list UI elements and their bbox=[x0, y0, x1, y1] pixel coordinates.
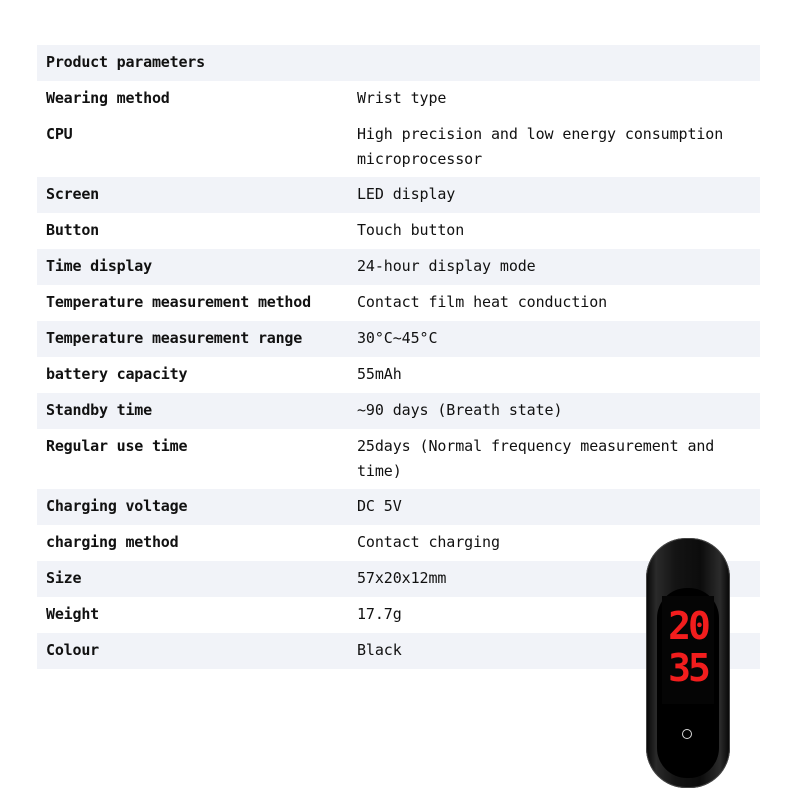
table-row bbox=[37, 213, 760, 249]
display-hours: 20 bbox=[668, 604, 708, 648]
table-row bbox=[37, 429, 760, 489]
row-value: 55mAh bbox=[357, 365, 402, 383]
row-value: 17.7g bbox=[357, 605, 402, 623]
row-label: CPU bbox=[46, 125, 73, 143]
table-row bbox=[37, 249, 760, 285]
row-label: Size bbox=[46, 569, 82, 587]
table-row bbox=[37, 357, 760, 393]
row-value: Wrist type bbox=[357, 89, 447, 107]
table-row bbox=[37, 393, 760, 429]
smart-band-image bbox=[640, 538, 736, 788]
table-row bbox=[37, 81, 760, 117]
row-value: LED display bbox=[357, 185, 456, 203]
table-row bbox=[37, 321, 760, 357]
row-value: 25days (Normal frequency measurement and time) bbox=[357, 437, 715, 480]
row-label: Temperature measurement range bbox=[46, 329, 303, 347]
led-screen bbox=[662, 596, 714, 704]
table-row bbox=[37, 285, 760, 321]
row-value: High precision and low energy consumption microprocessor bbox=[357, 125, 724, 168]
row-label: Wearing method bbox=[46, 89, 170, 107]
row-value: Contact film heat conduction bbox=[357, 293, 608, 311]
touch-button-icon bbox=[682, 729, 692, 739]
row-label: charging method bbox=[46, 533, 179, 551]
row-value: DC 5V bbox=[357, 497, 402, 515]
row-value: 24-hour display mode bbox=[357, 257, 536, 275]
table-row bbox=[37, 489, 760, 525]
row-label: battery capacity bbox=[46, 365, 188, 383]
table-title: Product parameters bbox=[46, 53, 205, 71]
row-label: Charging voltage bbox=[46, 497, 188, 515]
row-value: Black bbox=[357, 641, 402, 659]
display-minutes: 35 bbox=[668, 646, 708, 690]
row-label: Temperature measurement method bbox=[46, 293, 311, 311]
row-label: Button bbox=[46, 221, 99, 239]
row-value: 30°C~45°C bbox=[357, 329, 438, 347]
row-value: Contact charging bbox=[357, 533, 500, 551]
table-row bbox=[37, 177, 760, 213]
row-value: Touch button bbox=[357, 221, 465, 239]
row-label: Regular use time bbox=[46, 437, 188, 455]
row-label: Colour bbox=[46, 641, 99, 659]
row-label: Standby time bbox=[46, 401, 152, 419]
row-label: Time display bbox=[46, 257, 152, 275]
table-row bbox=[37, 117, 760, 177]
row-value: ~90 days (Breath state) bbox=[357, 401, 563, 419]
row-value: 57x20x12mm bbox=[357, 569, 447, 587]
table-title-row bbox=[37, 45, 760, 81]
row-label: Screen bbox=[46, 185, 99, 203]
row-label: Weight bbox=[46, 605, 99, 623]
